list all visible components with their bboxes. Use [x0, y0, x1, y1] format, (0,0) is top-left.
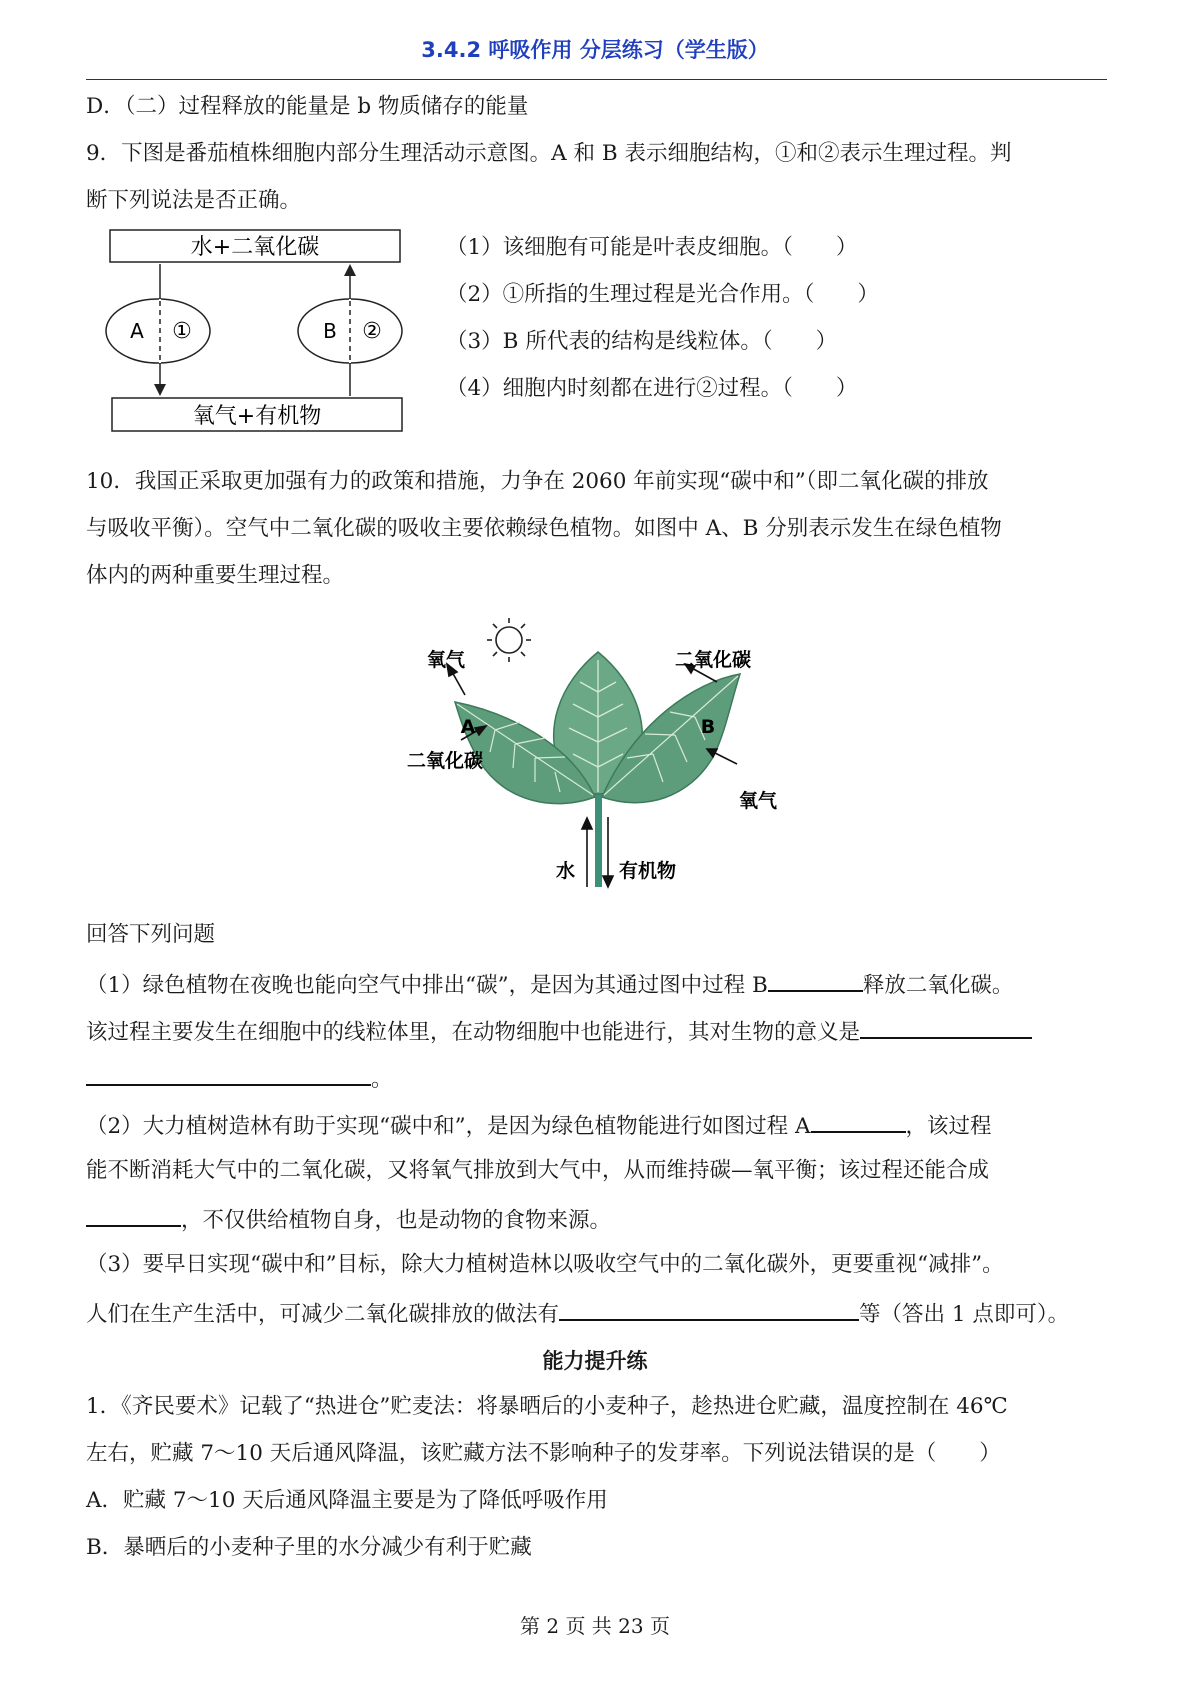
q9-item-1: （1）该细胞有可能是叶表皮细胞。（ ）: [446, 235, 858, 260]
q9-label-a: A: [130, 319, 144, 343]
q9-stem-line1: 9．下图是番茄植株细胞内部分生理活动示意图。A 和 B 表示细胞结构，①和②表示生理过程。判: [86, 141, 1012, 166]
q9-item-3: （3）B 所代表的结构是线粒体。（ ）: [446, 329, 838, 354]
q9-label-1: ①: [172, 319, 192, 344]
page-footer: 第 2 页 共 23 页: [520, 1614, 670, 1638]
q10-sub2-text-b: ，该过程: [905, 1114, 992, 1139]
q9-item-4: （4）细胞内时刻都在进行②过程。（ ）: [446, 376, 858, 401]
q10-sub2-text-a: （2）大力植树造林有助于实现“碳中和”，是因为绿色植物能进行如图过程 A: [86, 1114, 811, 1139]
q10-prompt: 回答下列问题: [86, 922, 216, 947]
q10-stem-line1: 10．我国正采取更加强有力的政策和措施，力争在 2060 年前实现“碳中和”（即二氧化碳的排放: [86, 469, 989, 494]
q10-sub2-text-c: ，不仅供给植物自身，也是动物的食物来源。: [181, 1208, 612, 1233]
q10-plant-figure: [395, 612, 795, 892]
label-co2-right: 二氧化碳: [674, 649, 752, 671]
header-divider: [86, 79, 1107, 80]
q9-top-box-label: 水+二氧化碳: [190, 235, 320, 260]
q10-sub1-text-b: 释放二氧化碳。: [862, 973, 1014, 998]
q10-sub2-blank-1[interactable]: [811, 1109, 906, 1133]
q10-sub1-line2: [86, 1015, 1032, 1048]
q10-sub1-blank-2a[interactable]: [860, 1015, 1032, 1039]
q10-sub1-end: 。: [371, 1067, 393, 1092]
q9-label-2: ②: [362, 319, 382, 344]
s2-q1-line1: 1．《齐民要术》记载了“热进仓”贮麦法：将暴晒后的小麦种子，趁热进仓贮藏，温度控制在 46℃: [86, 1394, 1008, 1419]
s2-q1-option-b: B．暴晒后的小麦种子里的水分减少有利于贮藏: [86, 1535, 532, 1560]
q10-sub1-blank-1[interactable]: [768, 968, 863, 992]
s2-q1-option-a: A．贮藏 7～10 天后通风降温主要是为了降低呼吸作用: [86, 1488, 608, 1513]
label-water: 水: [555, 860, 575, 882]
label-organic: 有机物: [619, 860, 677, 882]
q10-sub3-blank[interactable]: [559, 1297, 859, 1321]
q8-option-d: D．（二）过程释放的能量是 b 物质储存的能量: [86, 94, 529, 119]
q10-stem-line2: 与吸收平衡）。空气中二氧化碳的吸收主要依赖绿色植物。如图中 A、B 分别表示发生在绿色植物: [86, 516, 1002, 541]
label-co2-left: 二氧化碳: [406, 750, 484, 772]
q9-stem-line2: 断下列说法是否正确。: [86, 188, 302, 213]
q10-sub1-line1: [86, 968, 1013, 1001]
q10-sub2-line1: [86, 1109, 992, 1142]
q10-stem-line3: 体内的两种重要生理过程。: [86, 563, 345, 588]
q10-sub1-blank-2b[interactable]: [86, 1062, 371, 1086]
q10-sub1-text-a: （1）绿色植物在夜晚也能向空气中排出“碳”，是因为其通过图中过程 B: [86, 973, 768, 998]
q10-sub2-blank-2[interactable]: [86, 1203, 181, 1227]
q9-bottom-box-label: 氧气+有机物: [192, 404, 322, 429]
label-oxygen-left: 氧气: [426, 649, 466, 671]
page-header-title: 3.4.2 呼吸作用 分层练习（学生版）: [421, 38, 769, 62]
q10-sub1-text-c: 该过程主要发生在细胞中的线粒体里，在动物细胞中也能进行，其对生物的意义是: [86, 1020, 861, 1045]
section-title-ability: 能力提升练: [542, 1349, 648, 1373]
q10-sub2-line3: [86, 1203, 611, 1236]
q10-sub1-line3: [86, 1062, 393, 1095]
q9-diagram: [100, 226, 410, 436]
q10-sub3-text-b: 等（答出 1 点即可）。: [859, 1302, 1070, 1327]
q10-sub2-line2: 能不断消耗大气中的二氧化碳，又将氧气排放到大气中，从而维持碳—氧平衡；该过程还能合成: [86, 1158, 990, 1183]
q10-sub3-line1: （3）要早日实现“碳中和”目标，除大力植树造林以吸收空气中的二氧化碳外，更要重视“减排”。: [86, 1252, 1004, 1277]
q9-label-b: B: [323, 319, 337, 343]
q9-structure-a: [106, 299, 210, 363]
q9-arrowhead-down: [154, 384, 166, 396]
plant-stem: [595, 782, 602, 887]
q10-sub3-text-a: 人们在生产生活中，可减少二氧化碳排放的做法有: [86, 1302, 560, 1327]
label-b: B: [700, 716, 716, 738]
q9-arrowhead-up: [344, 264, 356, 276]
sun-icon: [487, 618, 531, 662]
s2-q1-line2: 左右，贮藏 7～10 天后通风降温，该贮藏方法不影响种子的发芽率。下列说法错误的是（ ）: [86, 1441, 1001, 1466]
q9-item-2: （2）①所指的生理过程是光合作用。（ ）: [446, 282, 879, 307]
label-a: A: [460, 716, 476, 738]
label-oxygen-right: 氧气: [738, 790, 778, 812]
q10-sub3-line2: [86, 1297, 1069, 1330]
